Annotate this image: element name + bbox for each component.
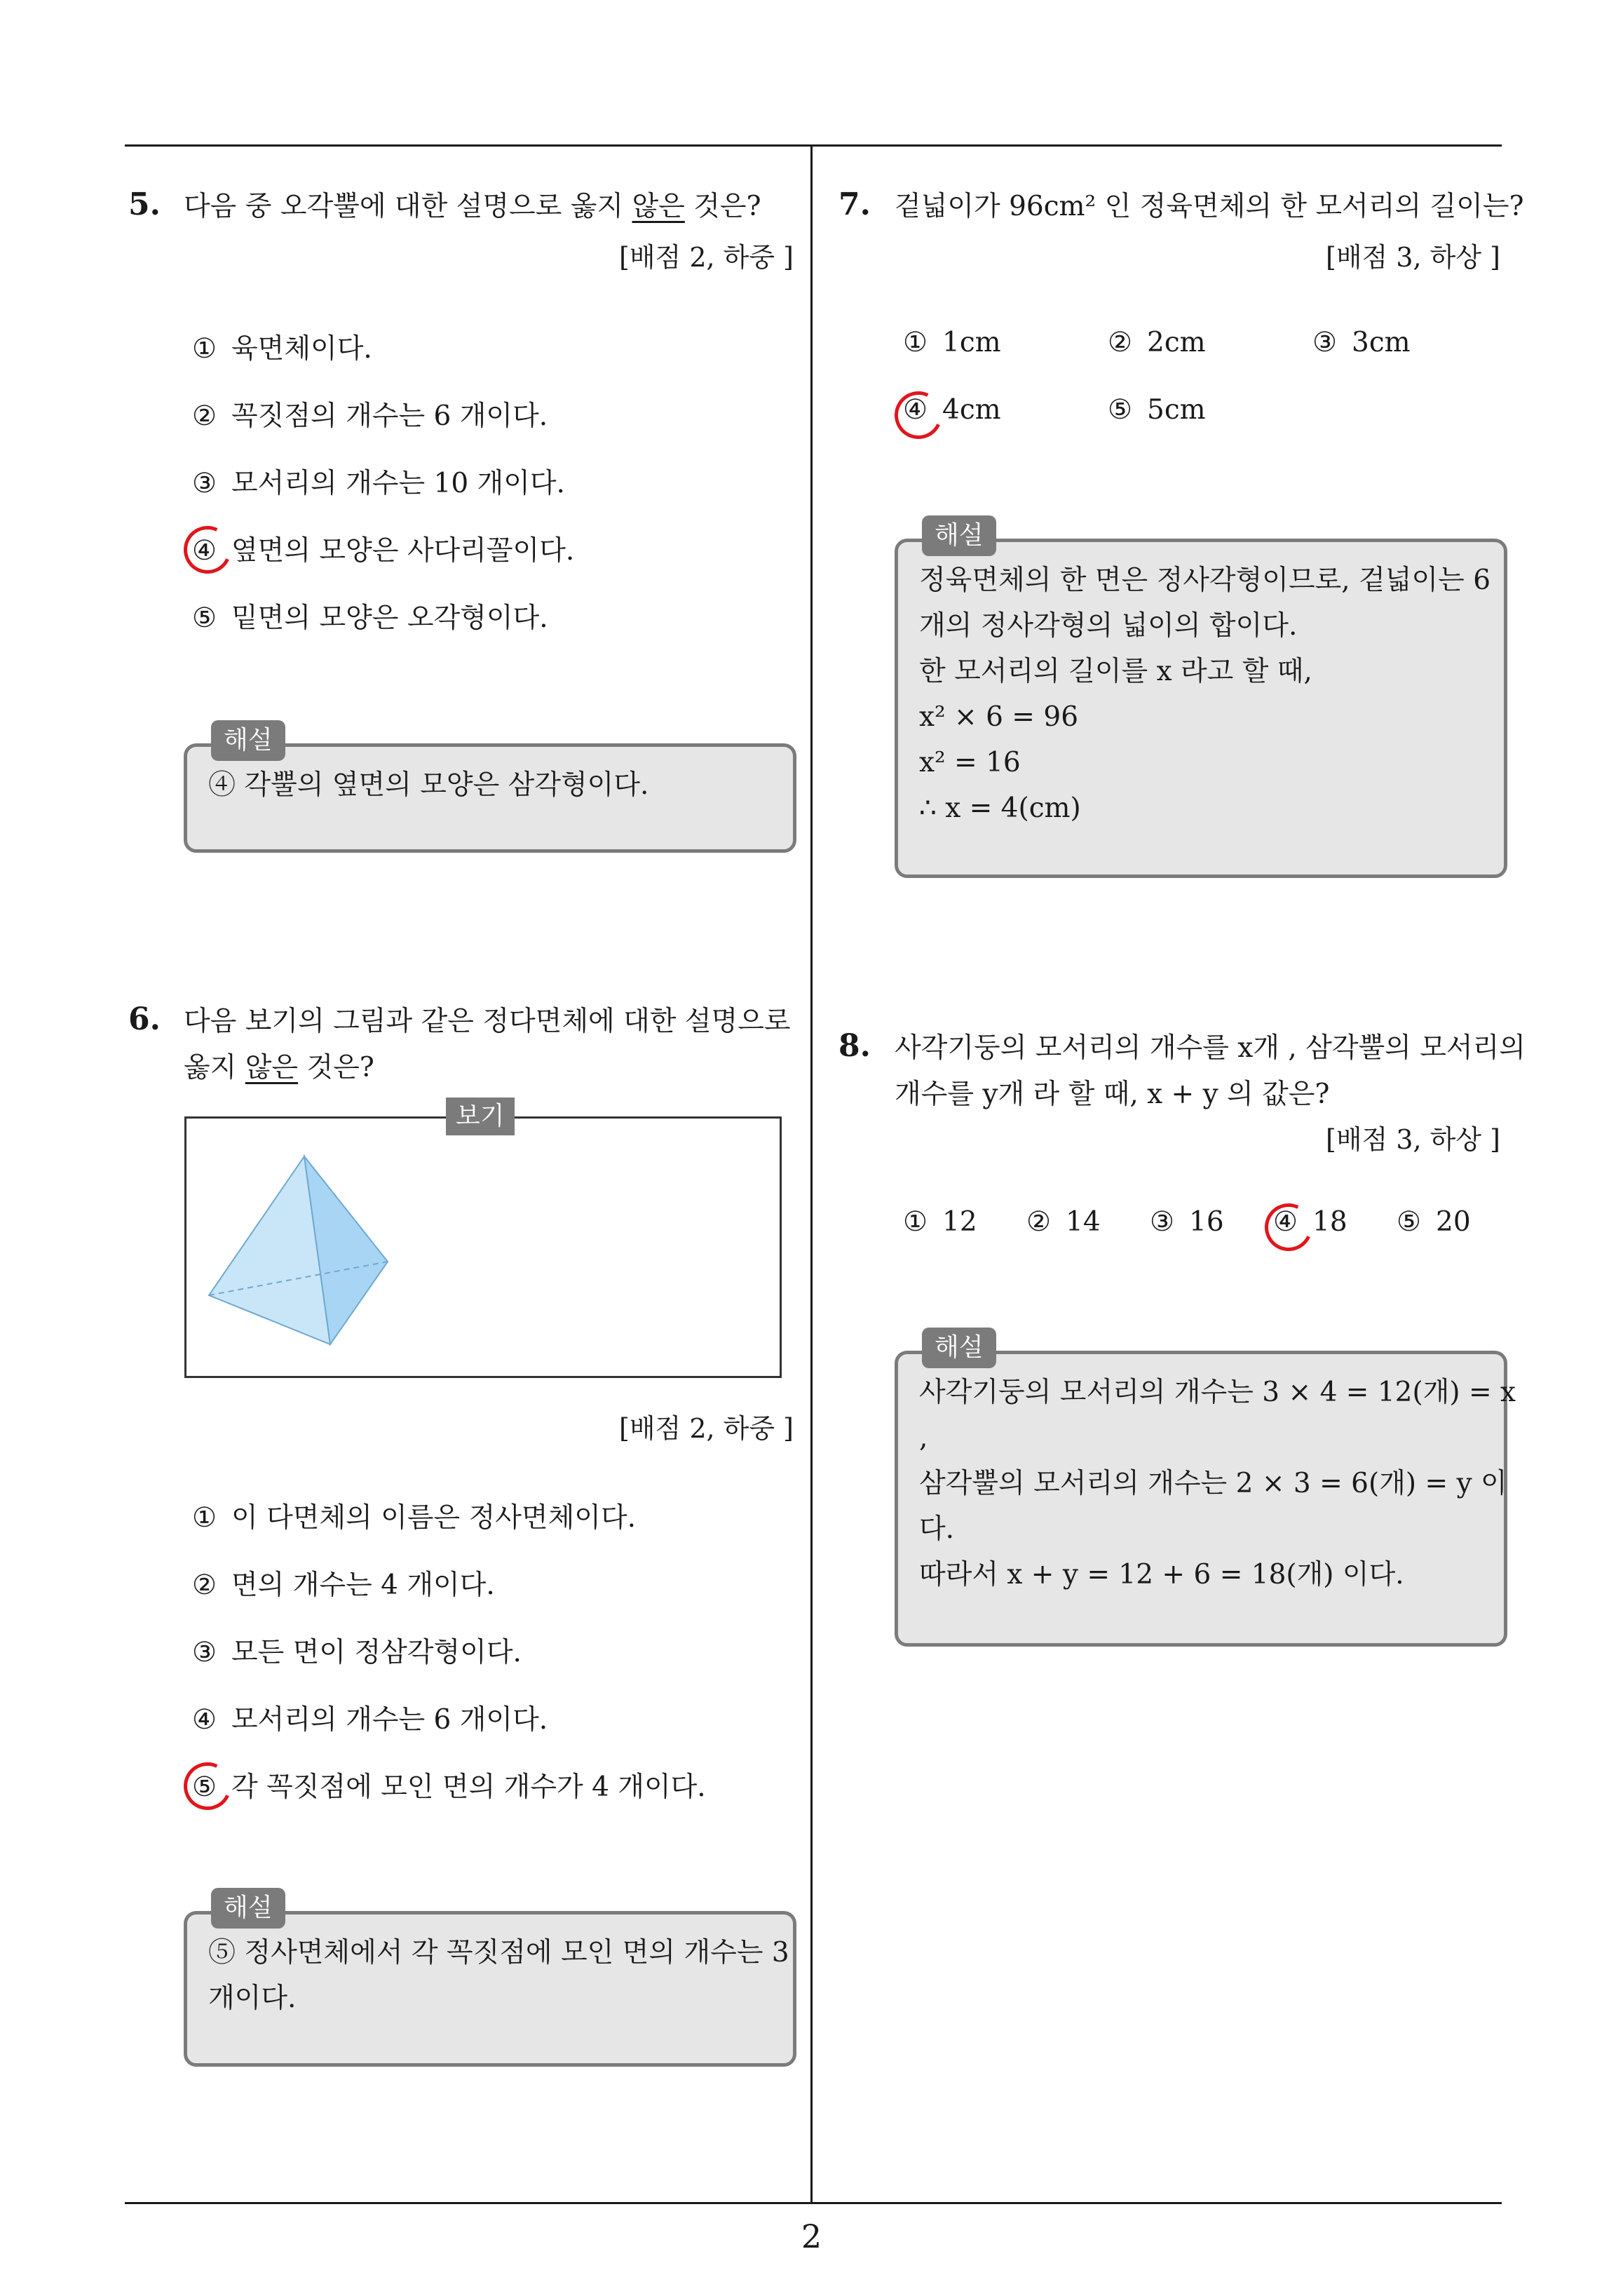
q8-choice-5-mark: ⑤ <box>1397 1206 1421 1238</box>
q7-choice-2-text: 2cm <box>1147 327 1206 358</box>
question-7-text: 겉넓이가 96cm² 인 정육면체의 한 모서리의 길이는? <box>895 191 1524 222</box>
q8-solution-line: 삼각뿔의 모서리의 개수는 2 × 3 = 6(개) = y 이 <box>919 1468 1507 1499</box>
q5-choice-1-mark: ① <box>192 333 217 365</box>
q7-solution-box <box>895 521 1507 878</box>
q8-solution-body <box>919 1370 1516 1598</box>
question-8-line-1: 사각기둥의 모서리의 개수를 x개 , 삼각뿔의 모서리의 <box>895 1032 1526 1064</box>
q5-choice-5-mark: ⑤ <box>192 602 217 634</box>
q6-choice-3-mark: ③ <box>192 1637 217 1668</box>
q8-choice-4-text: 18 <box>1312 1206 1347 1238</box>
q6-choice-3[interactable] <box>192 1630 522 1670</box>
q7-choice-2[interactable] <box>1108 327 1206 358</box>
q7-solution-line: ∴ x = 4(cm) <box>919 792 1081 824</box>
q7-choice-3-text: 3cm <box>1352 327 1411 358</box>
q7-choice-3-mark: ③ <box>1312 327 1337 358</box>
q5-solution-line: ④ 각뿔의 옆면의 모양은 삼각형이다. <box>208 769 649 801</box>
question-5-text <box>184 184 761 230</box>
q6-choice-5[interactable] <box>192 1765 706 1804</box>
question-5-score: [배점 2, 하중 ] <box>619 242 794 273</box>
q6-choice-5-mark: ⑤ <box>192 1771 217 1803</box>
q6-choice-1-mark: ① <box>192 1502 217 1534</box>
q6-solution-line: ⑤ 정사면체에서 각 꼭짓점에 모인 면의 개수는 3 <box>208 1937 789 1969</box>
q8-choice-5[interactable] <box>1397 1206 1471 1238</box>
q7-solution-line: 개의 정사각형의 넓이의 합이다. <box>919 610 1298 642</box>
q8-choice-4-mark: ④ <box>1273 1206 1298 1238</box>
q5-choice-5[interactable] <box>192 596 548 635</box>
q7-choice-5[interactable] <box>1108 394 1206 426</box>
q7-choice-4-text: 4cm <box>942 394 1001 426</box>
q6-choice-4-text: 모서리의 개수는 6 개이다. <box>231 1704 548 1736</box>
q6-choice-1[interactable] <box>192 1496 636 1535</box>
q5-solution-box <box>184 726 796 853</box>
q5-choice-4-text: 옆면의 모양은 사다리꼴이다. <box>231 535 575 567</box>
q5-choice-4[interactable] <box>192 529 574 568</box>
question-5-underlined: 않은 <box>632 191 685 222</box>
q5-choice-1-text: 육면체이다. <box>231 333 372 365</box>
question-8-line-2: 개수를 y개 라 할 때, x + y 의 값은? <box>895 1079 1330 1110</box>
q6-choice-2[interactable] <box>192 1563 495 1602</box>
q6-choice-5-text: 각 꼭짓점에 모인 면의 개수가 4 개이다. <box>231 1771 706 1803</box>
bogi-label: 보기 <box>446 1098 515 1135</box>
question-5-number: 5. <box>128 187 161 222</box>
bottom-rule <box>125 2202 1502 2204</box>
q8-solution-label: 해설 <box>922 1328 996 1368</box>
q5-solution-body <box>208 762 772 808</box>
tetrahedron-figure <box>186 1119 780 1376</box>
q5-choice-5-text: 밑면의 모양은 오각형이다. <box>231 602 548 634</box>
q7-choice-1-text: 1cm <box>942 327 1001 358</box>
q5-choice-3[interactable] <box>192 461 565 501</box>
q7-choice-2-mark: ② <box>1108 327 1132 358</box>
question-5-text-before: 다음 중 오각뿔에 대한 설명으로 옳지 <box>184 191 632 222</box>
q7-solution-line: x² = 16 <box>919 747 1021 778</box>
q7-solution-line: 한 모서리의 길이를 x 라고 할 때, <box>919 656 1312 687</box>
question-6-line-1: 다음 보기의 그림과 같은 정다면체에 대한 설명으로 <box>184 1006 791 1037</box>
q8-choice-3-text: 16 <box>1189 1206 1224 1238</box>
q7-solution-line: 정육면체의 한 면은 정사각형이므로, 겉넓이는 6 <box>919 565 1491 596</box>
page-number: 2 <box>801 2217 822 2255</box>
q5-choice-2-mark: ② <box>192 400 217 432</box>
q8-choice-2-mark: ② <box>1026 1206 1051 1238</box>
question-7-score: [배점 3, 하상 ] <box>1326 242 1500 273</box>
q8-solution-line: 사각기둥의 모서리의 개수는 3 × 4 = 12(개) = x <box>919 1377 1516 1408</box>
q8-choice-1-mark: ① <box>903 1206 928 1238</box>
q8-solution-box <box>895 1333 1516 1647</box>
q7-solution-line: x² × 6 = 96 <box>919 701 1079 733</box>
question-6-score: [배점 2, 하중 ] <box>619 1413 794 1444</box>
question-6-underlined: 않은 <box>245 1052 299 1083</box>
q5-choice-3-mark: ③ <box>192 468 217 499</box>
q7-solution-body <box>919 558 1491 831</box>
q7-choice-3[interactable] <box>1312 327 1411 358</box>
question-8-score: [배점 3, 하상 ] <box>1326 1124 1500 1155</box>
column-divider <box>810 144 813 2204</box>
question-5-text-after: 것은? <box>684 191 761 222</box>
q8-choice-5-text: 20 <box>1436 1206 1471 1238</box>
q5-choice-2-text: 꼭짓점의 개수는 6 개이다. <box>231 400 548 432</box>
q8-choice-2[interactable] <box>1026 1206 1101 1238</box>
question-6-line-2-before: 옳지 <box>184 1052 245 1083</box>
q6-choice-4[interactable] <box>192 1698 548 1737</box>
q5-choice-2[interactable] <box>192 394 548 433</box>
q8-choice-2-text: 14 <box>1066 1206 1101 1238</box>
q5-choice-4-mark: ④ <box>192 535 217 567</box>
q5-solution-label: 해설 <box>211 720 285 761</box>
q6-choice-4-mark: ④ <box>192 1704 217 1736</box>
q8-choice-3-mark: ③ <box>1150 1206 1174 1238</box>
q5-choice-1[interactable] <box>192 327 372 366</box>
q8-choice-1-text: 12 <box>942 1206 977 1238</box>
q7-solution-label: 해설 <box>922 515 996 556</box>
bogi-figure-box <box>184 1102 782 1378</box>
question-8-text <box>895 1025 1526 1118</box>
question-8-number: 8. <box>838 1028 871 1064</box>
q6-solution-body <box>208 1930 789 2021</box>
q6-choice-3-text: 모든 면이 정삼각형이다. <box>231 1637 522 1668</box>
q7-choice-1[interactable] <box>903 327 1001 358</box>
top-rule <box>125 144 1502 147</box>
q7-choice-4-mark: ④ <box>903 394 928 426</box>
q6-choice-2-text: 면의 개수는 4 개이다. <box>231 1569 495 1601</box>
q8-solution-line: 다. <box>919 1513 955 1545</box>
q7-choice-5-mark: ⑤ <box>1108 394 1132 426</box>
q8-solution-line: 따라서 x + y = 12 + 6 = 18(개) 이다. <box>919 1559 1404 1591</box>
question-7-number: 7. <box>838 187 871 222</box>
question-6-text <box>184 999 791 1091</box>
q6-choice-1-text: 이 다면체의 이름은 정사면체이다. <box>231 1502 637 1534</box>
q6-choice-2-mark: ② <box>192 1569 217 1601</box>
q5-choice-3-text: 모서리의 개수는 10 개이다. <box>231 468 565 499</box>
q8-choice-1[interactable] <box>903 1206 977 1238</box>
q8-choice-3[interactable] <box>1150 1206 1224 1238</box>
q7-choice-1-mark: ① <box>903 327 928 358</box>
q7-choice-5-text: 5cm <box>1147 394 1206 426</box>
q6-solution-label: 해설 <box>211 1888 285 1929</box>
question-6-line-2 <box>184 1045 791 1091</box>
question-6-number: 6. <box>128 1001 161 1037</box>
q8-solution-line: , <box>919 1422 928 1454</box>
question-6-line-2-after: 것은? <box>298 1052 374 1083</box>
q6-solution-line: 개이다. <box>208 1983 297 2014</box>
q6-solution-box <box>184 1893 796 2067</box>
